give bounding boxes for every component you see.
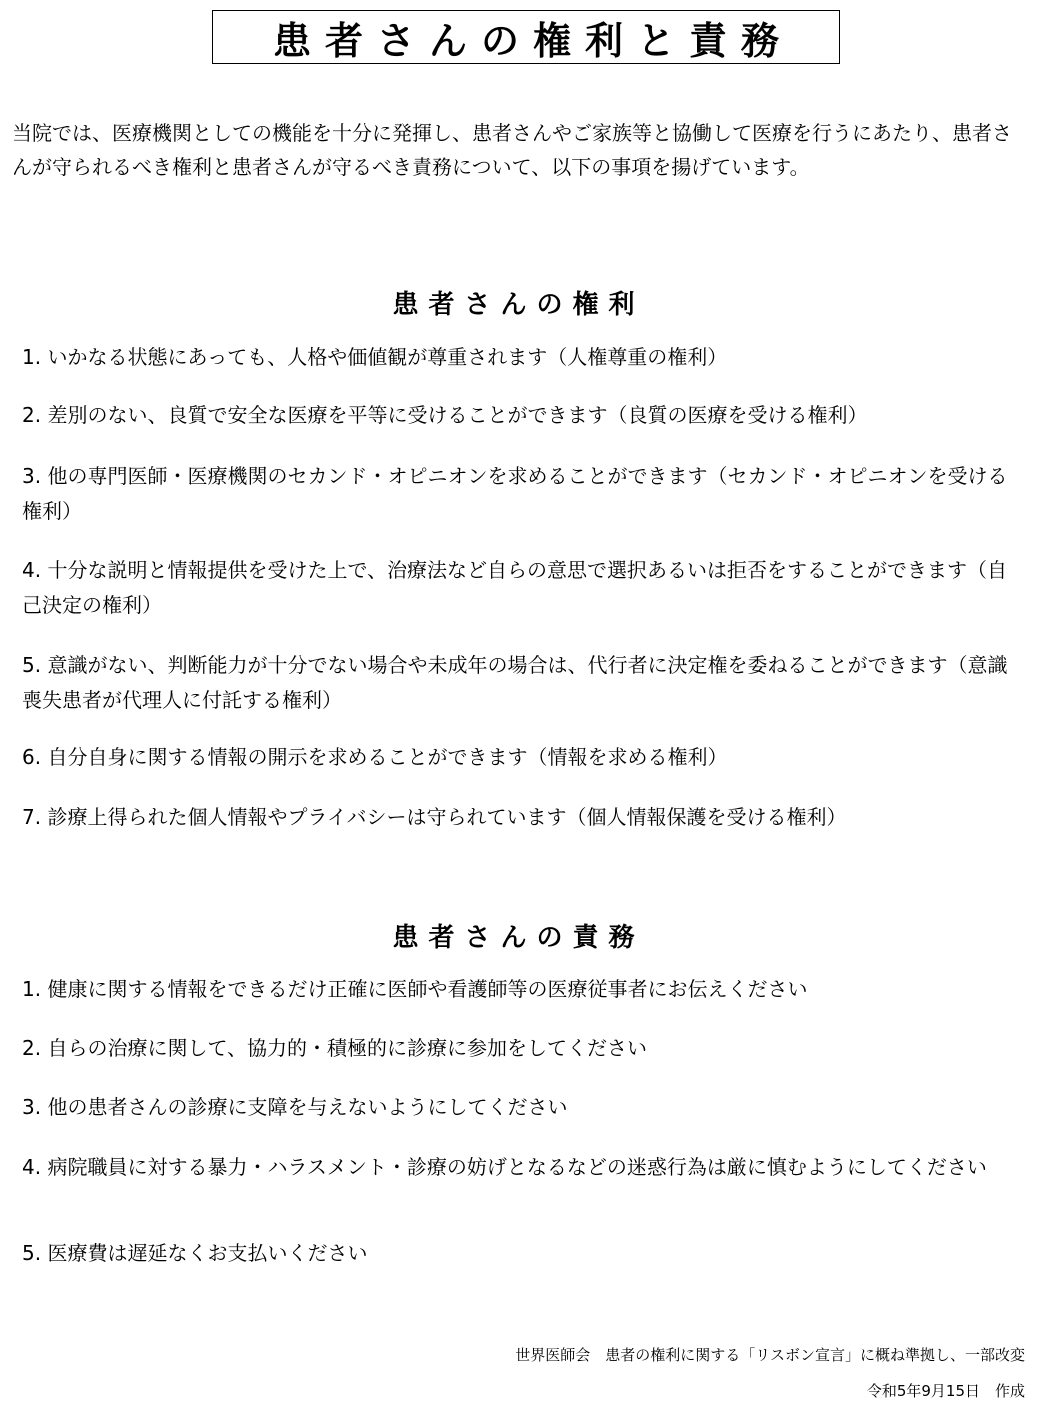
rights-heading: 患者さんの権利 — [392, 290, 645, 320]
footer-source: 世界医師会 患者の権利に関する「リスボン宣言」に概ね準拠し、一部改変 — [515, 1346, 1025, 1364]
item-number: 1. — [22, 977, 42, 1001]
item-text: 十分な説明と情報提供を受けた上で、治療法など自らの意思で選択あるいは拒否をすることができます（自己決定の権利） — [22, 558, 1008, 617]
rights-item — [22, 398, 1022, 433]
item-text: 差別のない、良質で安全な医療を平等に受けることができます（良質の医療を受ける権利） — [47, 403, 868, 427]
rights-item — [22, 340, 1022, 375]
duties-item — [22, 1150, 1022, 1185]
duties-item — [22, 1236, 1022, 1271]
duties-item — [22, 1090, 1022, 1125]
duties-heading: 患者さんの責務 — [392, 923, 645, 953]
item-number: 1. — [22, 345, 42, 369]
intro-paragraph: 当院では、医療機関としての機能を十分に発揮し、患者さんやご家族等と協働して医療を行うにあたり、患者さんが守られるべき権利と患者さんが守るべき責務について、以下の事項を揚げています。 — [12, 121, 1012, 179]
item-text: 他の専門医師・医療機関のセカンド・オピニオンを求めることができます（セカンド・オピニオンを受ける権利） — [22, 464, 1008, 523]
item-number: 5. — [22, 1241, 42, 1265]
item-text: 診療上得られた個人情報やプライバシーは守られています（個人情報保護を受ける権利） — [47, 805, 847, 829]
item-text: 意識がない、判断能力が十分でない場合や未成年の場合は、代行者に決定権を委ねることができます（意識喪失患者が代理人に付託する権利） — [22, 653, 1008, 712]
rights-item — [22, 648, 1022, 718]
rights-item — [22, 553, 1022, 623]
duties-item — [22, 1031, 1022, 1066]
item-text: いかなる状態にあっても、人格や価値観が尊重されます（人権尊重の権利） — [47, 345, 728, 369]
rights-item — [22, 459, 1022, 529]
item-number: 2. — [22, 403, 42, 427]
footer-date: 令和5年9月15日 作成 — [866, 1382, 1025, 1400]
item-text: 自らの治療に関して、協力的・積極的に診療に参加をしてください — [47, 1036, 648, 1060]
item-number: 3. — [22, 1095, 42, 1119]
item-text: 自分自身に関する情報の開示を求めることができます（情報を求める権利） — [47, 745, 728, 769]
item-number: 4. — [22, 558, 42, 582]
page-title: 患者さんの権利と責務 — [272, 18, 793, 63]
rights-item — [22, 740, 1022, 775]
item-number: 2. — [22, 1036, 42, 1060]
item-text: 健康に関する情報をできるだけ正確に医師や看護師等の医療従事者にお伝えください — [47, 977, 808, 1001]
item-number: 3. — [22, 464, 42, 488]
item-text: 医療費は遅延なくお支払いください — [47, 1241, 368, 1265]
item-number: 4. — [22, 1155, 42, 1179]
item-text: 病院職員に対する暴力・ハラスメント・診療の妨げとなるなどの迷惑行為は厳に慎むようにしてください — [47, 1155, 987, 1179]
duties-item — [22, 972, 1022, 1007]
item-number: 5. — [22, 653, 42, 677]
item-text: 他の患者さんの診療に支障を与えないようにしてください — [47, 1095, 568, 1119]
title-box — [212, 10, 840, 64]
item-number: 7. — [22, 805, 42, 829]
rights-item — [22, 800, 1022, 835]
item-number: 6. — [22, 745, 42, 769]
